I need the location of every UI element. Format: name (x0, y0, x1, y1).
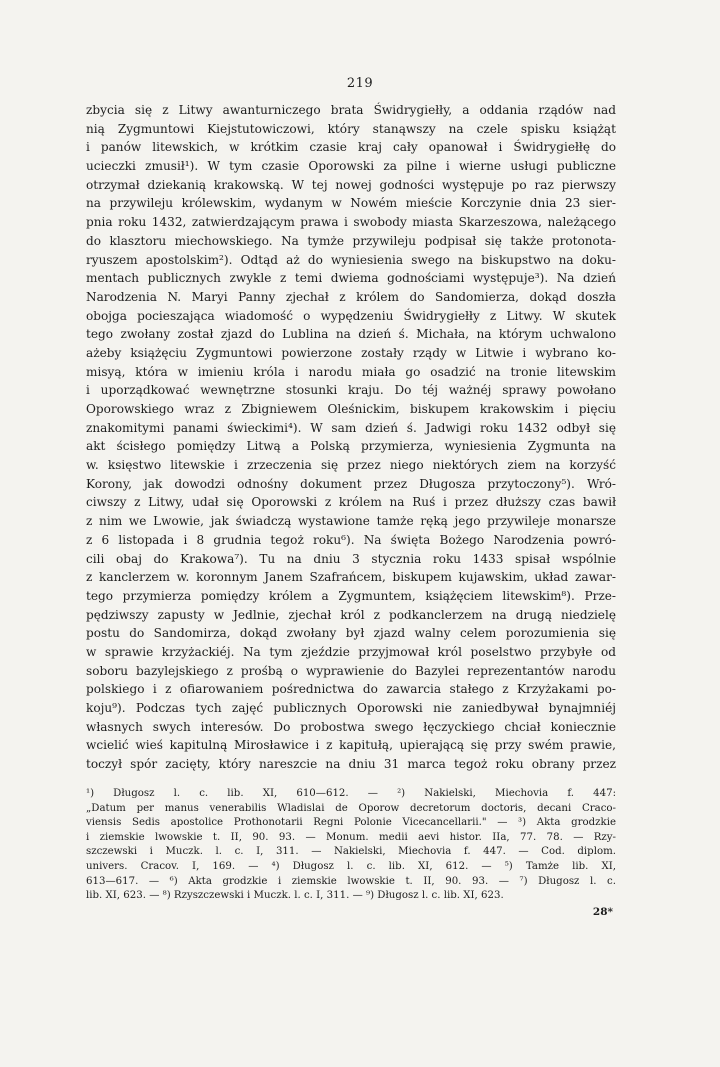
footnote-line: szczewski i Muczk. l. c. I, 311. — Nakielski, Miechovia f. 447. — Cod. diplom. (86, 846, 616, 858)
footnote-line: univers. Cracov. I, 169. — ⁴) Długosz l. c. lib. XI, 612. — ⁵) Tamże lib. XI, (86, 860, 616, 872)
body-line: Oporowskiego wraz z Zbigniewem Oleśnickim, biskupem krakowskim i pięciu (86, 402, 616, 416)
body-line: ciwszy z Litwy, udał się Oporowski z królem na Ruś i przez dłuższy czas bawił (86, 495, 616, 510)
main-text (86, 101, 616, 774)
footnote-line: lib. XI, 623. — ⁸) Rzyszczewski i Muczk. l. c. I, 311. — ⁹) Długosz l. c. lib. XI, 623. (86, 890, 504, 902)
body-line: tego przymierza pomiędzy królem a Zygmuntem, książęciem litewskim⁸). Prze- (86, 588, 616, 603)
page-number: 219 (346, 76, 374, 91)
body-line: koju⁹). Podczas tych zajęć publicznych Oporowski nie zaniedbywał bynajmniéj (86, 701, 616, 715)
body-line: znakomitymi panami świeckimi⁴). W sam dzień ś. Jadwigi roku 1432 odbył się (86, 420, 616, 435)
body-line: zbycia się z Litwy awanturniczego brata Świdrygiełły, a oddania rządów nad (86, 103, 616, 117)
body-line: w sprawie krzyżackiéj. Na tym zjeździe przyjmował król poselstwo przybyłe od (86, 644, 616, 659)
body-line: nią Zygmuntowi Kiejstutowiczowi, który stanąwszy na czele spisku książąt (86, 121, 616, 136)
body-line: do klasztoru miechowskiego. Na tymże przywileju podpisał się także protonota- (86, 233, 616, 248)
body-line: i panów litewskich, w krótkim czasie kraj cały opanował i Świdrygiełłę do (86, 140, 616, 155)
body-line: i uporządkować wewnętrzne stosunki kraju. Do téj ważnéj sprawy powołano (86, 383, 616, 398)
body-line: ażeby książęciu Zygmuntowi powierzone zostały rządy w Litwie i wybrano ko- (86, 345, 616, 360)
body-line: cili obaj do Krakowa⁷). Tu na dniu 3 stycznia roku 1433 spisał wspólnie (86, 551, 616, 566)
footnote-line: i ziemskie lwowskie t. II, 90. 93. — Monum. medii aevi histor. IIa, 77. 78. — Rzy- (86, 831, 616, 843)
footnote-line: „Datum per manus venerabilis Wladislai de Oporow decretorum doctoris, decani Craco- (86, 802, 616, 814)
body-line: na przywileju królewskim, wydanym w Nowém mieście Korczynie dnia 23 sier- (86, 196, 616, 211)
body-line: pędziwszy zapusty w Jedlnie, zjechał król z podkanclerzem na drugą niedzielę (86, 607, 616, 622)
footnote-line: 613—617. — ⁶) Akta grodzkie i ziemskie lwowskie t. II, 90. 93. — ⁷) Długosz l. c. (86, 875, 616, 887)
body-line: w. księstwo litewskie i zrzeczenia się przez niego niektórych ziem na korzyść (86, 458, 616, 473)
body-line: Narodzenia N. Maryi Panny zjechał z królem do Sandomierza, dokąd doszła (86, 289, 616, 304)
body-line: obojga pocieszająca wiadomość o wypędzeniu Świdrygiełły z Litwy. W skutek (86, 308, 616, 323)
body-line: tego zwołany został zjazd do Lublina na dzień ś. Michała, na którym uchwalono (86, 327, 616, 342)
body-line: pnia roku 1432, zatwierdzającym prawa i swobody miasta Skarzeszowa, należącego (86, 215, 616, 230)
body-line: z nim we Lwowie, jak świadczą wystawione tamże ręką jego przywileje monarsze (86, 514, 616, 529)
body-line: Korony, jak dowodzi odnośny dokument przez Długosza przytoczony⁵). Wró- (86, 476, 616, 491)
footnote-line: ¹) Długosz l. c. lib. XI, 610—612. — ²) Nakielski, Miechovia f. 447: (86, 788, 616, 799)
body-line: ryuszem apostolskim²). Odtąd aż do wyniesienia swego na biskupstwo na doku- (86, 252, 616, 267)
footnote-line: viensis Sedis apostolice Prothonotarii Regni Polonie Vicecancellarii." — ³) Akta grodzkie (86, 817, 616, 829)
body-line: ucieczki zmusił¹). W tym czasie Oporowski za pilne i wierne usługi publiczne (86, 159, 616, 174)
body-line: postu do Sandomirza, dokąd zwołany był zjazd walny celem porozumienia się (86, 626, 616, 641)
body-line: z 6 listopada i 8 grudnia tegoż roku⁶). Na święta Bożego Narodzenia powró- (86, 532, 616, 547)
footnotes (86, 787, 616, 904)
body-line: akt ścisłego pomiędzy Litwą a Polską przymierza, wyniesienia Zygmunta na (86, 439, 616, 454)
body-line: polskiego i z ofiarowaniem pośrednictwa do zawarcia stałego z Krzyżakami po- (86, 682, 616, 697)
body-line: misyą, która w imieniu króla i narodu miała go osadzić na tronie litewskim (86, 364, 616, 379)
printer-signature-mark: 28* (592, 906, 613, 918)
body-line: z kanclerzem w. koronnym Janem Szafrańcem, biskupem kujawskim, układ zawar- (86, 570, 616, 585)
body-line: soboru bazylejskiego z prośbą o wyprawienie do Bazylei reprezentantów narodu (86, 663, 616, 678)
body-line: otrzymał dziekanią krakowską. W tej nowej godności występuje po raz pierwszy (86, 177, 616, 192)
body-line: toczył spór zacięty, który nareszcie na dniu 31 marca tegoż roku obrany przez (86, 757, 616, 772)
body-line: własnych swych interesów. Do probostwa swego łęczyckiego chciał koniecznie (86, 719, 616, 734)
body-line: wcielić wieś kapitulną Mirosławice i z kapitułą, upierającą się przy swém prawie, (86, 738, 616, 753)
body-line: mentach publicznych zwykle z temi dwiema godnościami występuje³). Na dzień (86, 271, 616, 286)
